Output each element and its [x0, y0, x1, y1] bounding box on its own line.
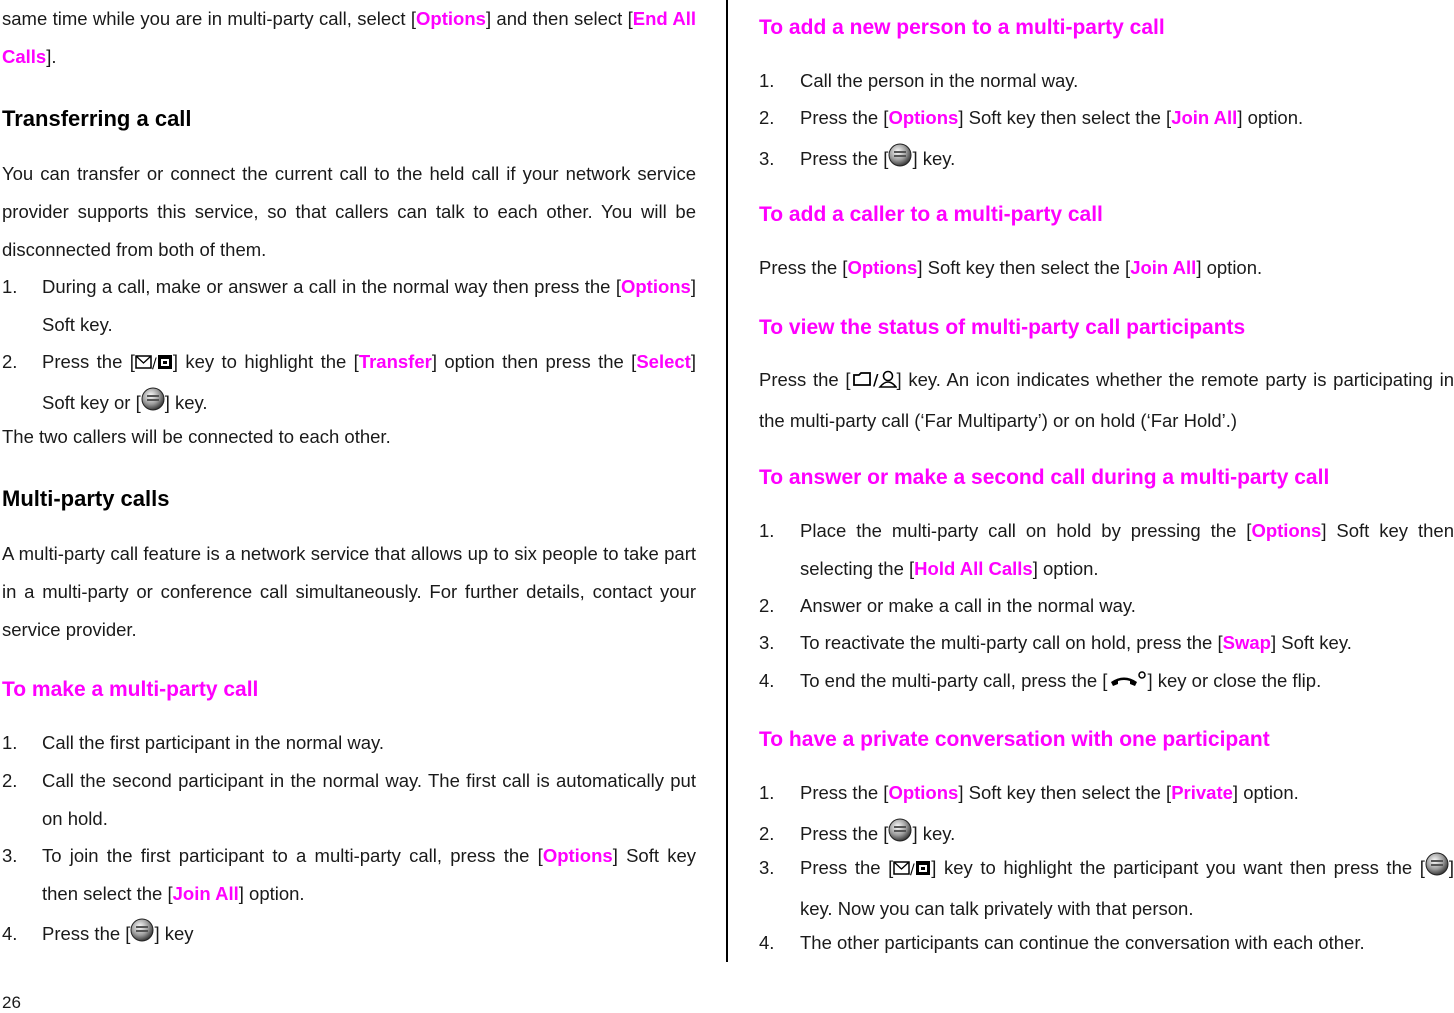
folder-contact-key-icon [851, 364, 897, 402]
list-item: 3. To reactivate the multi-party call on hold, press the [Swap] Soft key. [759, 632, 1352, 653]
list-item: 2. Press the [Options] Soft key then select the [Join All] option. [759, 107, 1304, 128]
join-all-key-label: Join All [1171, 107, 1238, 128]
join-all-key-label: Join All [172, 883, 239, 904]
center-ok-key-icon [130, 917, 154, 955]
swap-key-label: Swap [1222, 632, 1271, 653]
list-item: 2. Call the second participant in the normal way. The first call is automatically put on hold. [2, 770, 696, 829]
transfer-key-label: Transfer [358, 351, 432, 372]
heading-second-call: To answer or make a second call during a multi-party call [759, 466, 1330, 489]
multiparty-body: A multi-party call feature is a network service that allows up to six people to take part in a multi-party or conference call simultaneously. For further details, contact your service provider. [2, 543, 696, 640]
list-item: 4. To end the multi-party call, press the [ ] key or close the flip. [759, 662, 1454, 703]
list-item: 3. Press the [ ] key. [759, 140, 1454, 180]
heading-add-caller: To add a caller to a multi-party call [759, 203, 1103, 226]
center-ok-key-icon [888, 142, 912, 180]
column-divider [726, 0, 728, 962]
options-key-label: Options [620, 276, 691, 297]
heading-private-conversation: To have a private conversation with one participant [759, 728, 1270, 751]
list-item: 4. Press the [ ] key [2, 915, 696, 955]
list-item: 2. Press the [ ] key. [759, 815, 1454, 855]
join-all-key-label: Join All [1130, 257, 1197, 278]
list-item: 2. Answer or make a call in the normal way. [759, 595, 1136, 616]
page-number: 26 [2, 993, 21, 1012]
add-caller-body: Press the [Options] Soft key then select the [Join All] option. [759, 257, 1263, 278]
heading-multi-party-calls: Multi-party calls [2, 486, 170, 511]
options-key-label: Options [1251, 520, 1322, 541]
options-key-label: Options [416, 8, 486, 29]
center-ok-key-icon [1425, 851, 1449, 889]
list-item: 1. Place the multi-party call on hold by pressing the [Options] Soft key then selecting the [Hold All Calls] option. [759, 520, 1454, 579]
options-key-label: Options [847, 257, 918, 278]
heading-add-new-person: To add a new person to a multi-party call [759, 16, 1165, 39]
hold-all-calls-key-label: Hold All Calls [914, 558, 1033, 579]
list-item: 2. Press the [ / ] key to highlight the [Transfer] option then press the [Select] Soft key or [ ] key. [2, 343, 696, 424]
list-item: 1. Press the [Options] Soft key then select the [Private] option. [759, 782, 1299, 803]
message-phonebook-key-icon [893, 852, 931, 890]
heading-transferring-a-call: Transferring a call [2, 106, 192, 131]
intro-paragraph: same time while you are in multi-party call, select [Options] and then select [End All Calls]. [2, 8, 696, 67]
list-item: 1. Call the first participant in the normal way. [2, 732, 385, 753]
svg-text:/: / [151, 356, 157, 371]
options-key-label: Options [888, 107, 959, 128]
private-key-label: Private [1171, 782, 1233, 803]
options-key-label: Options [542, 845, 613, 866]
heading-view-status: To view the status of multi-party call participants [759, 316, 1246, 339]
svg-text:/: / [872, 371, 878, 389]
list-item: 4. The other participants can continue the conversation with each other. [759, 932, 1365, 953]
svg-text:/: / [910, 862, 915, 877]
options-key-label: Options [888, 782, 959, 803]
transfer-body: You can transfer or connect the current call to the held call if your network service provider supports this service, so that callers can talk to each other. You will be disconnected from both of them. [2, 163, 696, 260]
end-call-key-icon [1107, 665, 1147, 703]
heading-make-multi-party-call: To make a multi-party call [2, 678, 259, 701]
list-item: 1. Call the person in the normal way. [759, 70, 1079, 91]
transfer-result: The two callers will be connected to each other. [2, 426, 391, 447]
select-key-label: Select [636, 351, 691, 372]
list-item: 3. Press the [ / ] key to highlight the participant you want then press the [ ] key. Now you can talk privately with that person. [759, 849, 1454, 928]
message-phonebook-key-icon [135, 346, 173, 384]
view-status-body: Press the [ / ] key. An icon indicates whether the remote party is participating in the multi-party call (‘Far Multiparty’) or on hold (‘Far Hold’.) [759, 361, 1454, 440]
end-all-calls-key-label: End All Calls [2, 8, 696, 67]
list-item: 3. To join the first participant to a multi-party call, press the [Options] Soft key then select the [Join All] option. [2, 845, 696, 904]
